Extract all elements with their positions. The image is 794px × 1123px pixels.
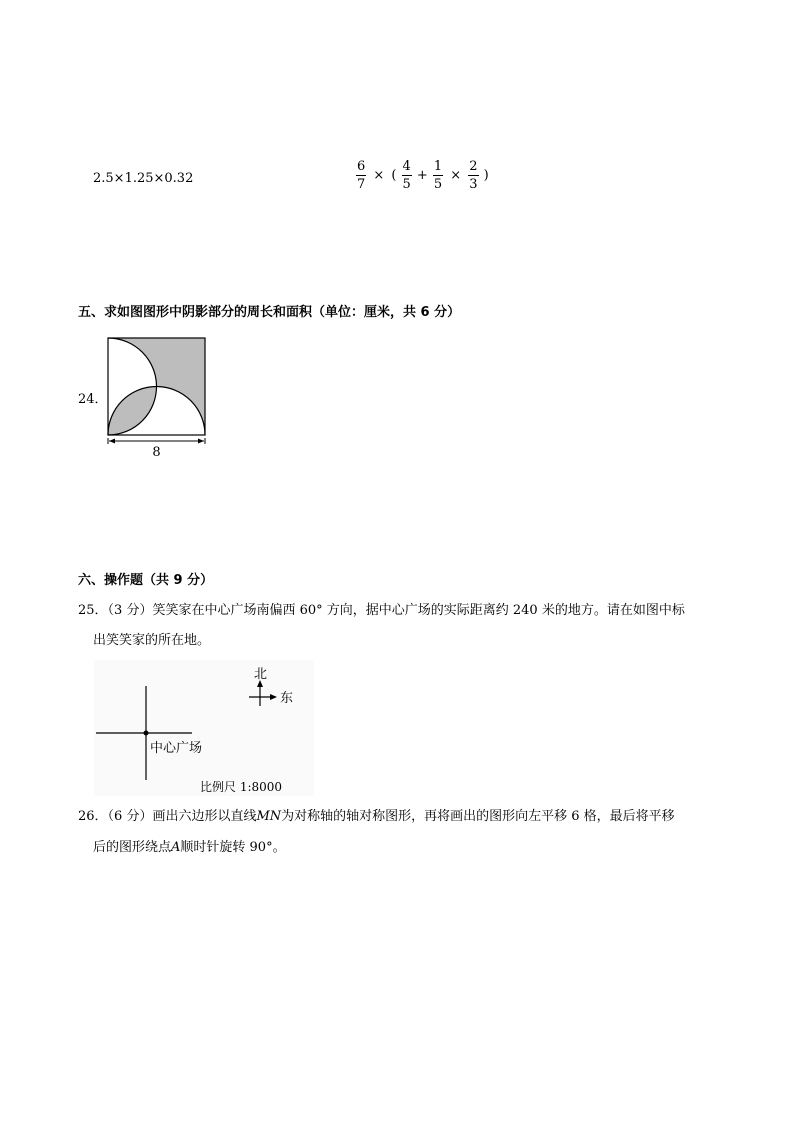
expression-2 <box>356 160 489 191</box>
times-sign: × <box>373 168 385 183</box>
section-6-heading: 六、操作题（共 9 分） <box>78 573 214 588</box>
dimension-label: 8 <box>152 445 161 460</box>
fraction-6-7: $\frac{6}{7}$ <box>357 159 366 192</box>
question-25-line-1: 25．（3 分）笑笑家在中心广场南偏西 60° 方向，据中心广场的实际距离约 240 米的地方。请在如图中标 <box>78 603 685 618</box>
north-label: 北 <box>254 667 268 682</box>
question-26-line-2: 后的图形绕点A顺时针旋转 90°。 <box>93 840 286 855</box>
center-square-label: 中心广场 <box>150 741 203 756</box>
fraction-1-5: $\frac{1}{5}$ <box>433 159 443 192</box>
right-paren: ) <box>483 168 489 183</box>
center-square-point <box>144 731 149 736</box>
fraction-2-3: $\frac{2}{3}$ <box>469 159 478 192</box>
left-paren: ( <box>391 168 397 183</box>
east-label: 东 <box>280 691 294 706</box>
question-26-line-1: 26．（6 分）画出六边形以直线MN为对称轴的轴对称图形，再将画出的图形向左平移 6 格，最后将平移 <box>78 809 675 824</box>
square-figure <box>108 338 205 435</box>
dimension-arrow <box>108 438 205 444</box>
fraction-4-5: $\frac{4}{5}$ <box>402 159 411 192</box>
line-mn-label: MN <box>256 809 282 824</box>
times-sign-2: × <box>450 168 462 183</box>
question-25-line-2: 出笑笑家的所在地。 <box>93 633 211 648</box>
map-figure <box>94 660 314 796</box>
plus-sign: + <box>416 168 428 183</box>
question-24-number: 24． <box>78 392 108 407</box>
expression-1: 2.5×1.25×0.32 <box>93 171 194 186</box>
section-5-heading: 五、求如图图形中阴影部分的周长和面积（单位：厘米，共 6 分） <box>78 305 461 320</box>
scale-label: 比例尺 1:8000 <box>200 780 283 794</box>
point-a-label: A <box>171 840 181 855</box>
shaded-figure <box>100 330 215 462</box>
